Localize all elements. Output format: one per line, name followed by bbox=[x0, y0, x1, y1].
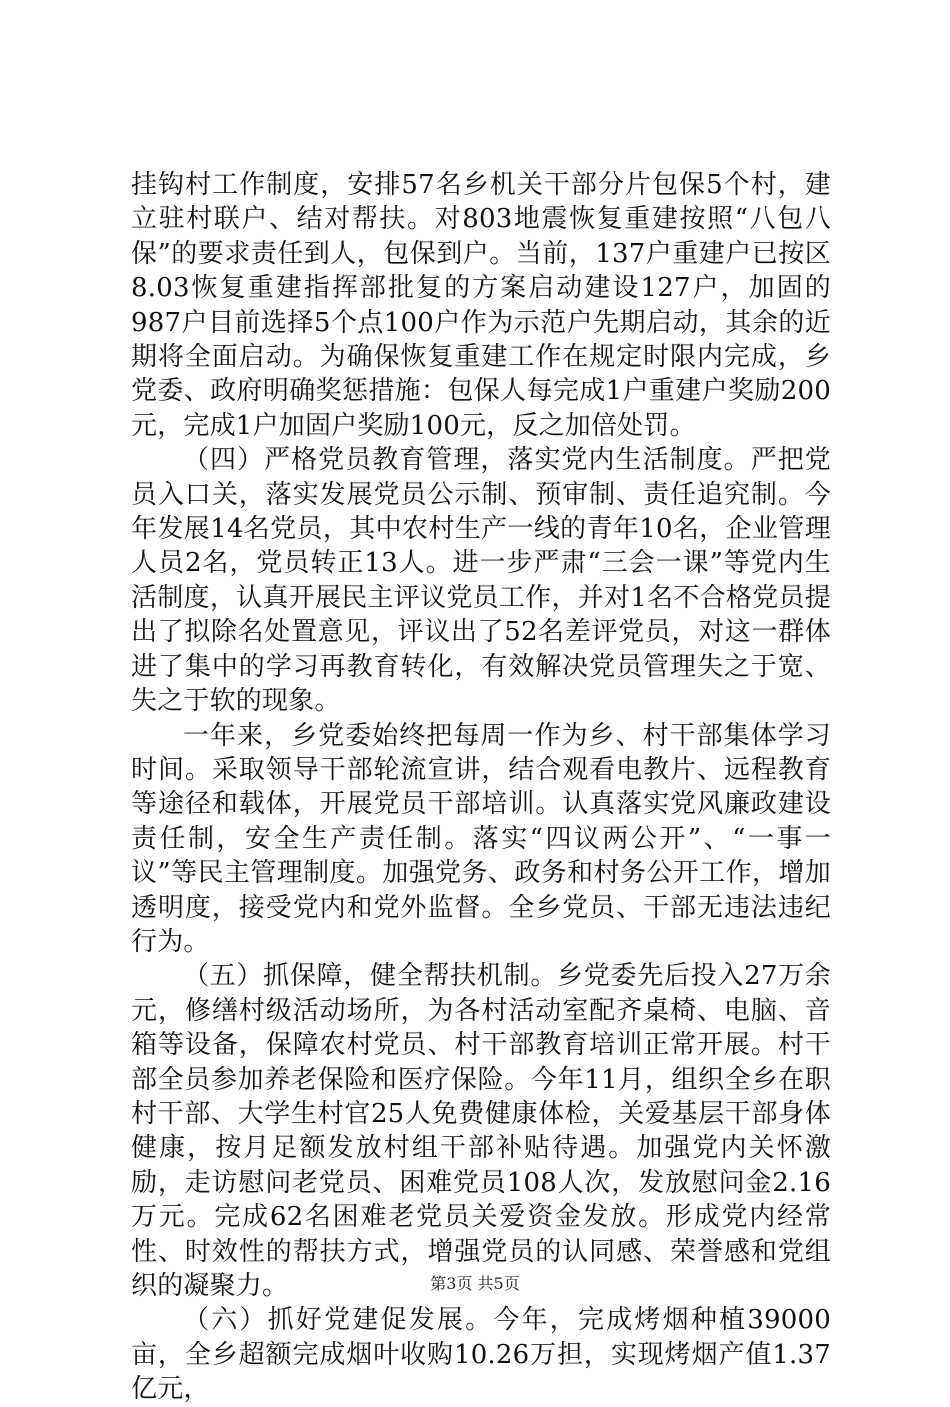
paragraph-section-5: （五）抓保障，健全帮扶机制。乡党委先后投入27万余元，修缮村级活动场所，为各村活动室配齐桌椅、电脑、音箱等设备，保障农村党员、村干部教育培训正常开展。村干部全员参加养老保险和医疗保险。今年11月，组织全乡在职村干部、大学生村官25人免费健康体检，关爱基层干部身体健康，按月足额发放村组干部补贴待遇。加强党内关怀激励，走访慰问老党员、困难党员108人次，发放慰问金2.16万元。完成62名困难老党员关爱资金发放。形成党内经常性、时效性的帮扶方式，增强党员的认同感、荣誉感和党组织的凝聚力。 bbox=[131, 961, 831, 1301]
page-footer bbox=[0, 1274, 950, 1294]
page-number-indicator: 第3页 共5页 bbox=[430, 1274, 520, 1293]
paragraph-continuation: 挂钩村工作制度，安排57名乡机关干部分片包保5个村，建立驻村联户、结对帮扶。对803地震恢复重建按照“八包八保”的要求责任到人，包保到户。当前，137户重建户已按区8.03恢复重建指挥部批复的方案启动建设127户，加固的987户目前选择5个点100户作为示范户先期启动，其余的近期将全面启动。为确保恢复重建工作在规定时限内完成，乡党委、政府明确奖惩措施：包保人每完成1户重建户奖励200元，完成1户加固户奖励100元，反之加倍处罚。 bbox=[131, 170, 831, 441]
paragraph-yearly-study: 一年来，乡党委始终把每周一作为乡、村干部集体学习时间。采取领导干部轮流宣讲，结合观看电教片、远程教育等途径和载体，开展党员干部培训。认真落实党风廉政建设责任制，安全生产责任制。落实“四议两公开”、“一事一议”等民主管理制度。加强党务、政务和村务公开工作，增加透明度，接受党内和党外监督。全乡党员、干部无违法违纪行为。 bbox=[131, 720, 831, 957]
document-body bbox=[131, 168, 831, 1407]
paragraph-section-4: （四）严格党员教育管理，落实党内生活制度。严把党员入口关，落实发展党员公示制、预审制、责任追究制。今年发展14名党员，其中农村生产一线的青年10名，企业管理人员2名，党员转正13人。进一步严肃“三会一课”等党内生活制度，认真开展民主评议党员工作，并对1名不合格党员提出了拟除名处置意见，评议出了52名差评党员，对这一群体进了集中的学习再教育转化，有效解决党员管理失之于宽、失之于软的现象。 bbox=[131, 445, 831, 717]
paragraph-section-6: （六）抓好党建促发展。今年，完成烤烟种植39000亩，全乡超额完成烟叶收购10.26万担，实现烤烟产值1.37亿元， bbox=[131, 1305, 831, 1405]
